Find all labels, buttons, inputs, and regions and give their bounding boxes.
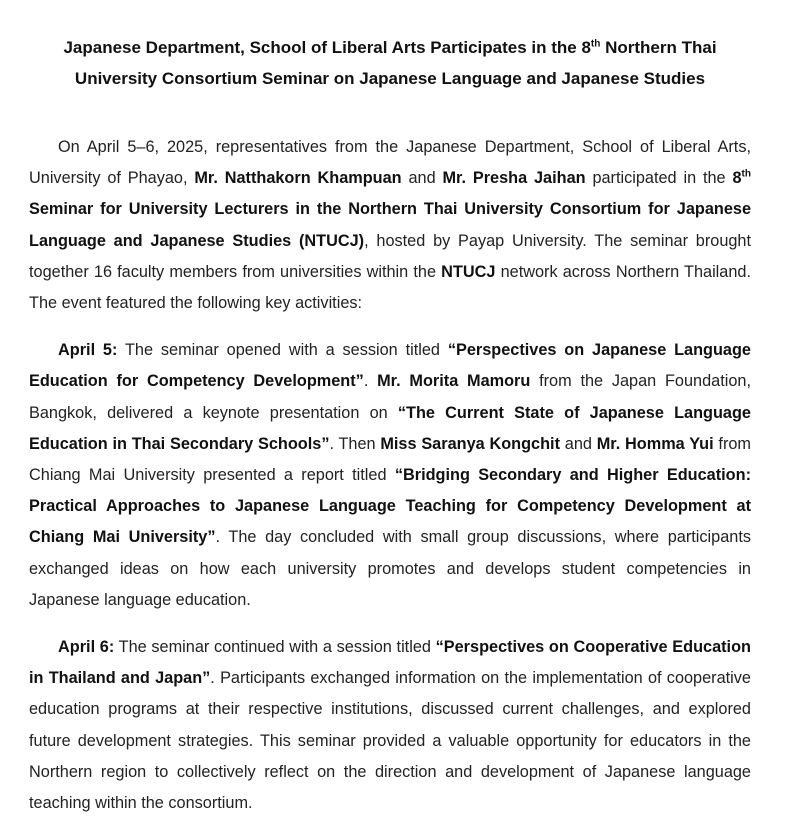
event-ordinal: 8 [732,169,742,188]
day1-text: from the Japan Foundation, Bangkok, delivered a keynote presentation on [29,372,751,422]
participant-name: Mr. Presha Jaihan [442,169,586,188]
paragraph-day2 [29,632,751,819]
speaker-name: Miss Saranya Kongchit [380,434,560,453]
day1-text: and [560,434,597,453]
speaker-name: Mr. Homma Yui [596,434,714,453]
paragraph-day1 [29,335,751,616]
day1-text: from Chiang Mai University presented a report titled [29,434,751,485]
participant-name: Mr. Natthakorn Khampuan [194,169,402,188]
day1-text: The seminar opened with a session titled [117,341,448,360]
intro-text: network across Northern Thailand. The event featured the following key activities: [29,262,751,313]
day1-text: . [363,372,378,391]
title-text-start: Japanese Department, School of Liberal Arts Participates in the 8 [63,38,591,57]
event-ordinal-suffix: th [741,168,751,180]
intro-text: and [401,169,443,188]
day1-text: . Then [329,434,381,453]
network-name: NTUCJ [441,262,496,281]
day1-date: April 5: [58,341,118,360]
event-title: Seminar for University Lecturers in the Northern Thai University Consortium for Japanese Language and Japanese Studies (NTUCJ) [29,200,751,250]
session-title: “ Perspectives on Cooperative Education in Thailand and Japan ” [29,638,751,687]
day2-date: April 6: [58,638,115,657]
paragraph-intro [29,132,751,319]
session-title: “ Perspectives on Japanese Language Education for Competency Development ” [29,341,751,390]
article-title [29,32,751,94]
intro-text: , hosted by Payap University. The seminar brought together 16 faculty members from universities within the [29,231,752,281]
intro-text: participated in the [585,169,733,188]
keynote-title: “ The Current State of Japanese Language Education in Thai Secondary Schools ” [29,404,751,453]
title-text-end: Northern Thai University Consortium Seminar on Japanese Language and Japanese Studies [74,38,717,88]
report-title: “ Bridging Secondary and Higher Education: Practical Approaches to Japanese Language Teaching for Competency Development at Chiang Mai University ” [29,466,751,546]
speaker-name: Mr. Morita Mamoru [377,372,531,391]
title-ordinal-suffix: th [590,38,601,50]
day2-text: The seminar continued with a session titled [114,638,436,657]
intro-text: On April 5–6, 2025, representatives from the Japanese Department, School of Liberal Arts, University of Phayao, [29,138,751,188]
day1-text: . The day concluded with small group discussions, where participants exchanged ideas on how each university promotes and develops student competencies in Japanese language education. [29,528,752,609]
day2-text: . Participants exchanged information on the implementation of cooperative education programs at their respective institutions, discussed current challenges, and explored future development strategies. This seminar provided a valuable opportunity for educators in the Northern region to collectively reflect on the direction and development of Japanese language teaching within the consortium. [29,669,751,813]
